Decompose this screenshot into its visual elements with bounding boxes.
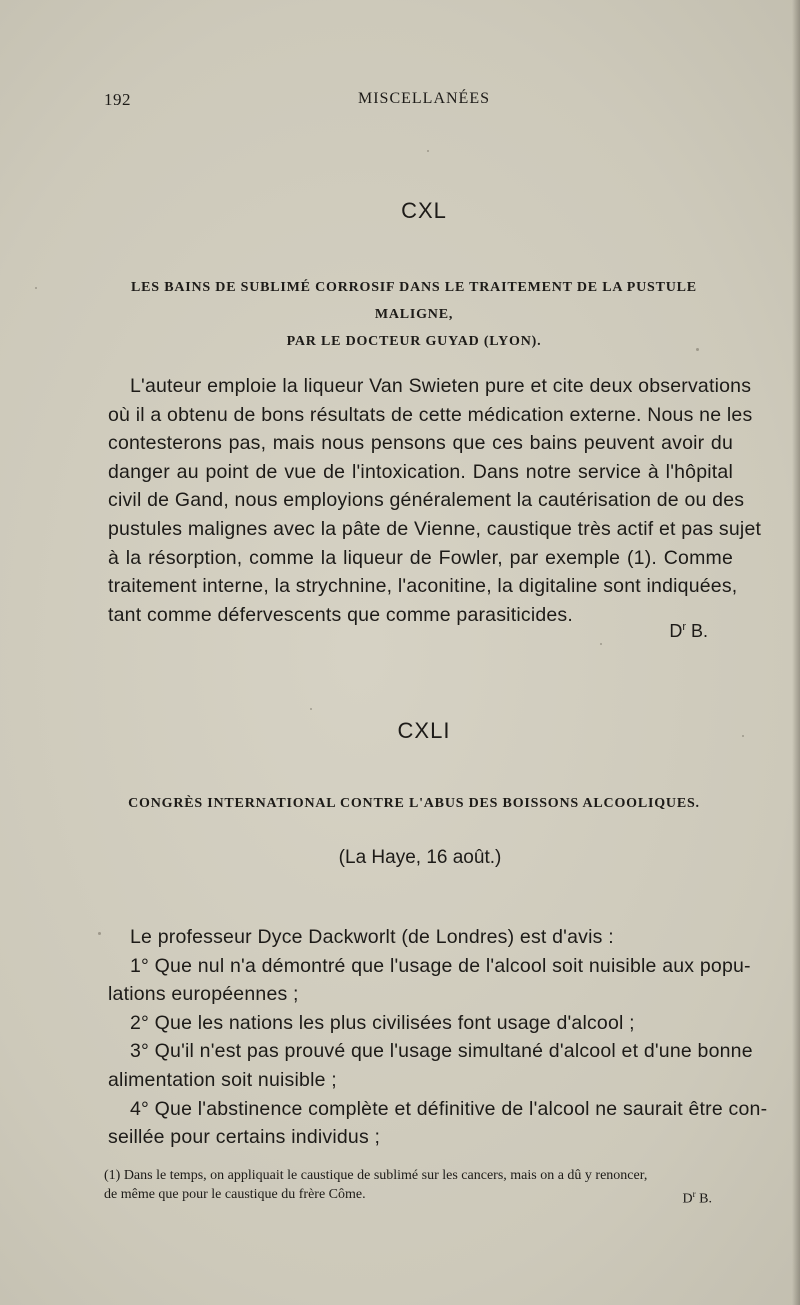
paper-speck [742,735,744,737]
paragraph-cxli [108,923,768,1152]
section-number-cxli: CXLI [397,718,451,743]
footnote-line [104,1185,730,1207]
signature-initial: B. [685,621,708,641]
text-line: civil de Gand, nous employions généralement la cautérisation de ou des [108,489,745,512]
footnote-signature [683,1185,712,1209]
text-line: traitement interne, la strychnine, l'aconitine, la digitaline sont indiquées, [108,575,738,598]
text-line: Le professeur Dyce Dackworlt (de Londres) est d'avis : [130,926,614,948]
signature-doctor: D [669,621,683,641]
text-line: contesterons pas, mais nous pensons que ces bains peuvent avoir du [108,432,733,455]
text-line: pustules malignes avec la pâte de Vienne, caustique très actif et pas sujet [108,517,762,540]
text-line: où il a obtenu de bons résultats de cette médication externe. Nous ne les [108,403,753,426]
paper-speck [35,287,37,289]
paragraph-cxl [108,372,762,629]
paper-speck [310,708,312,710]
title-line: LES BAINS DE SUBLIMÉ CORROSIF DANS LE TRAITEMENT DE LA PUSTULE MALIGNE, [131,280,697,322]
text-line: 4° Que l'abstinence complète et définitive de l'alcool ne saurait être con- [130,1097,768,1120]
dateline: (La Haye, 16 août.) [338,847,502,868]
page-edge-shadow [792,0,800,1305]
signature-doctor: D [682,1191,693,1207]
section-title-cxli [104,790,724,817]
text-line: alimentation soit nuisible ; [108,1068,337,1091]
text-line: lations européennes ; [108,983,299,1006]
signature-superscript: r [692,1189,696,1199]
footnote-text: de même que pour le caustique du frère Côme. [104,1187,366,1202]
text-line: L'auteur emploie la liqueur Van Swieten pure et cite deux observations [130,375,752,397]
text-line: 1° Que nul n'a démontré que l'usage de l'alcool soit nuisible aux popu- [130,954,751,977]
paper-speck [98,932,101,935]
title-line: PAR LE DOCTEUR GUYAD (LYON). [286,334,542,349]
signature-cxl [669,621,708,642]
text-line: à la résorption, comme la liqueur de Fowler, par exemple (1). Comme [108,546,733,569]
text-line: tant comme défervescents que comme parasiticides. [108,603,574,626]
section-number-cxl: CXL [401,198,447,223]
running-title: MISCELLANÉES [358,90,490,107]
footnote-line: (1) Dans le temps, on appliquait le caustique de sublimé sur les cancers, mais on a dû y renoncer, [104,1168,648,1183]
section-title-cxl [104,274,724,355]
page-number: 192 [104,90,131,109]
paper-speck [427,150,429,152]
text-line: 2° Que les nations les plus civilisées font usage d'alcool ; [130,1011,635,1034]
paper-speck [696,348,699,351]
signature-superscript: r [682,621,686,633]
text-line: danger au point de vue de l'intoxication. Dans notre service à l'hôpital [108,460,733,483]
paper-speck [600,643,602,645]
text-line: 3° Qu'il n'est pas prouvé que l'usage simultané d'alcool et d'une bonne [130,1040,753,1063]
text-line: seillée pour certains individus ; [108,1126,381,1149]
title-line: CONGRÈS INTERNATIONAL CONTRE L'ABUS DES BOISSONS ALCOOLIQUES. [128,796,700,811]
signature-initial: B. [695,1191,712,1207]
footnote [104,1166,730,1207]
